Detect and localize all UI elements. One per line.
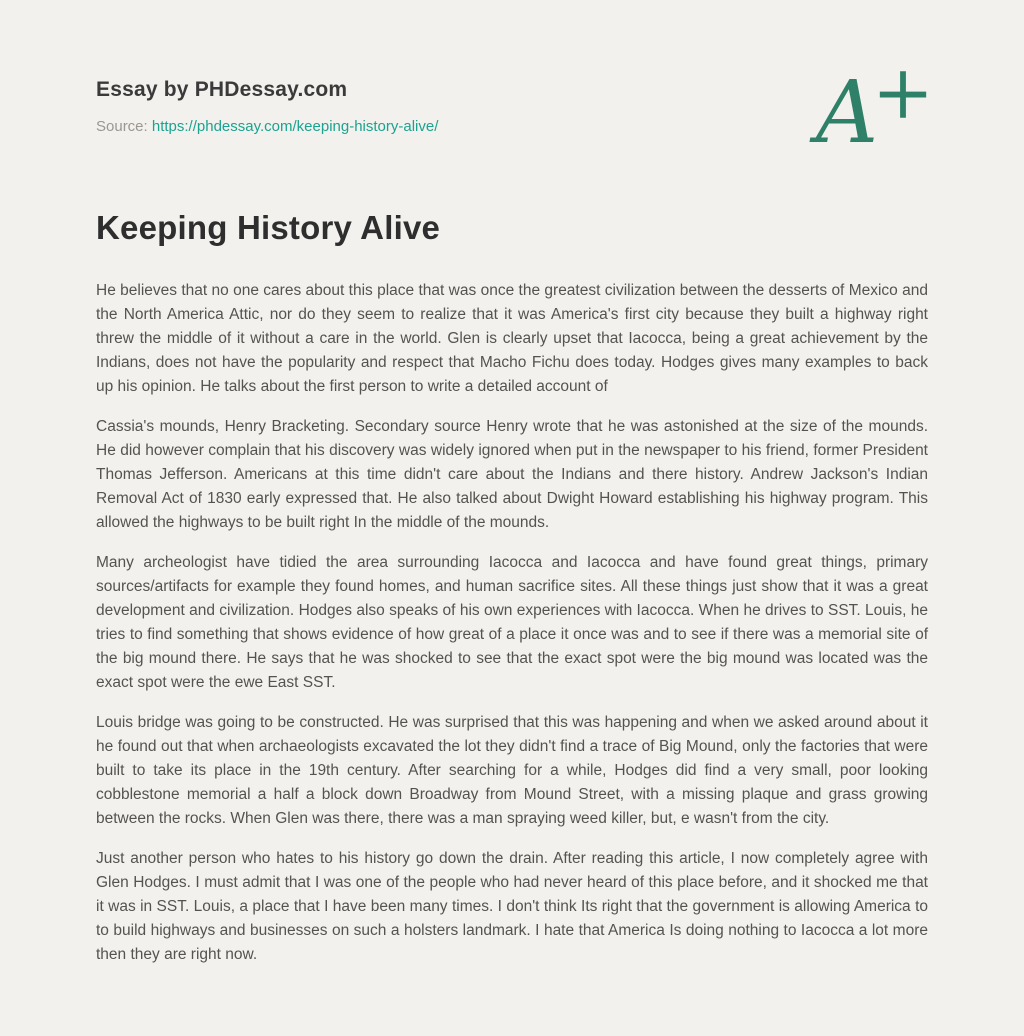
essay-paragraph: He believes that no one cares about this place that was once the greatest civilization between the desserts of Mexico and the North America Attic, nor do they seem to realize that it was America's first city because they built a highway right threw the middle of it without a care in the world. Glen is clearly upset that Iacocca, being a great achievement by the Indians, does not have the popularity and respect that Macho Fichu does today. Hodges gives many examples to back up his opinion. He talks about the first person to write a detailed account of [96,282,928,395]
logo-plus-sign: + [872,50,935,136]
page-header [96,50,935,163]
essay-byline: Essay by PHDessay.com [96,78,348,101]
essay-paragraph: Louis bridge was going to be constructed. He was surprised that this was happening and when we asked around about it he found out that when archaeologists excavated the lot they didn't find a trace of Big Mound, only the factories that were built to take its place in the 19th century. After searching for a while, Hodges did find a very small, poor looking cobblestone memorial a half a block down Broadway from Mound Street, with a missing plaque and grass growing between the rocks. When Glen was there, there was a man spraying weed killer, but, e wasn't from the city. [96,714,928,827]
essay-paragraph: Just another person who hates to his history go down the drain. After reading this article, I now completely agree with Glen Hodges. I must admit that I was one of the people who had never heard of this place before, and it shocked me that it was in SST. Louis, a place that I have been many times. I don't think Its right that the government is allowing America to to build highways and businesses on such a holsters landmark. I hate that America Is doing nothing to Iacocca a lot more then they are right now. [96,850,928,963]
source-link[interactable]: https://phdessay.com/keeping-history-alive/ [151,118,439,135]
essay-paragraph: Many archeologist have tidied the area surrounding Iacocca and Iacocca and have found great things, primary sources/artifacts for example they found homes, and human sacrifice sites. All these things just show that it was a great development and civilization. Hodges also speaks of his own experiences with Iacocca. When he drives to SST. Louis, he tries to find something that shows evidence of how great of a place it once was and to see if there was a memorial site of the big mound there. He says that he was shocked to see that the exact spot were the big mound was located was the exact spot were the ewe East SST. [96,554,928,691]
essay-paragraph: Cassia's mounds, Henry Bracketing. Secondary source Henry wrote that he was astonished at the size of the mounds. He did however complain that his discovery was widely ignored when put in the newspaper to his friend, former President Thomas Jefferson. Americans at this time didn't care about the Indians and there history. Andrew Jackson's Indian Removal Act of 1830 early expressed that. He also talked about Dwight Howard establishing his highway program. This allowed the highways to be built right In the middle of the mounds. [96,418,928,531]
source-line [96,118,928,135]
source-label: Source: [96,118,148,135]
essay-title: Keeping History Alive [96,209,441,246]
phdessay-logo-icon [816,50,935,170]
essay-body [96,279,928,967]
logo-letter-a: A [816,63,879,163]
